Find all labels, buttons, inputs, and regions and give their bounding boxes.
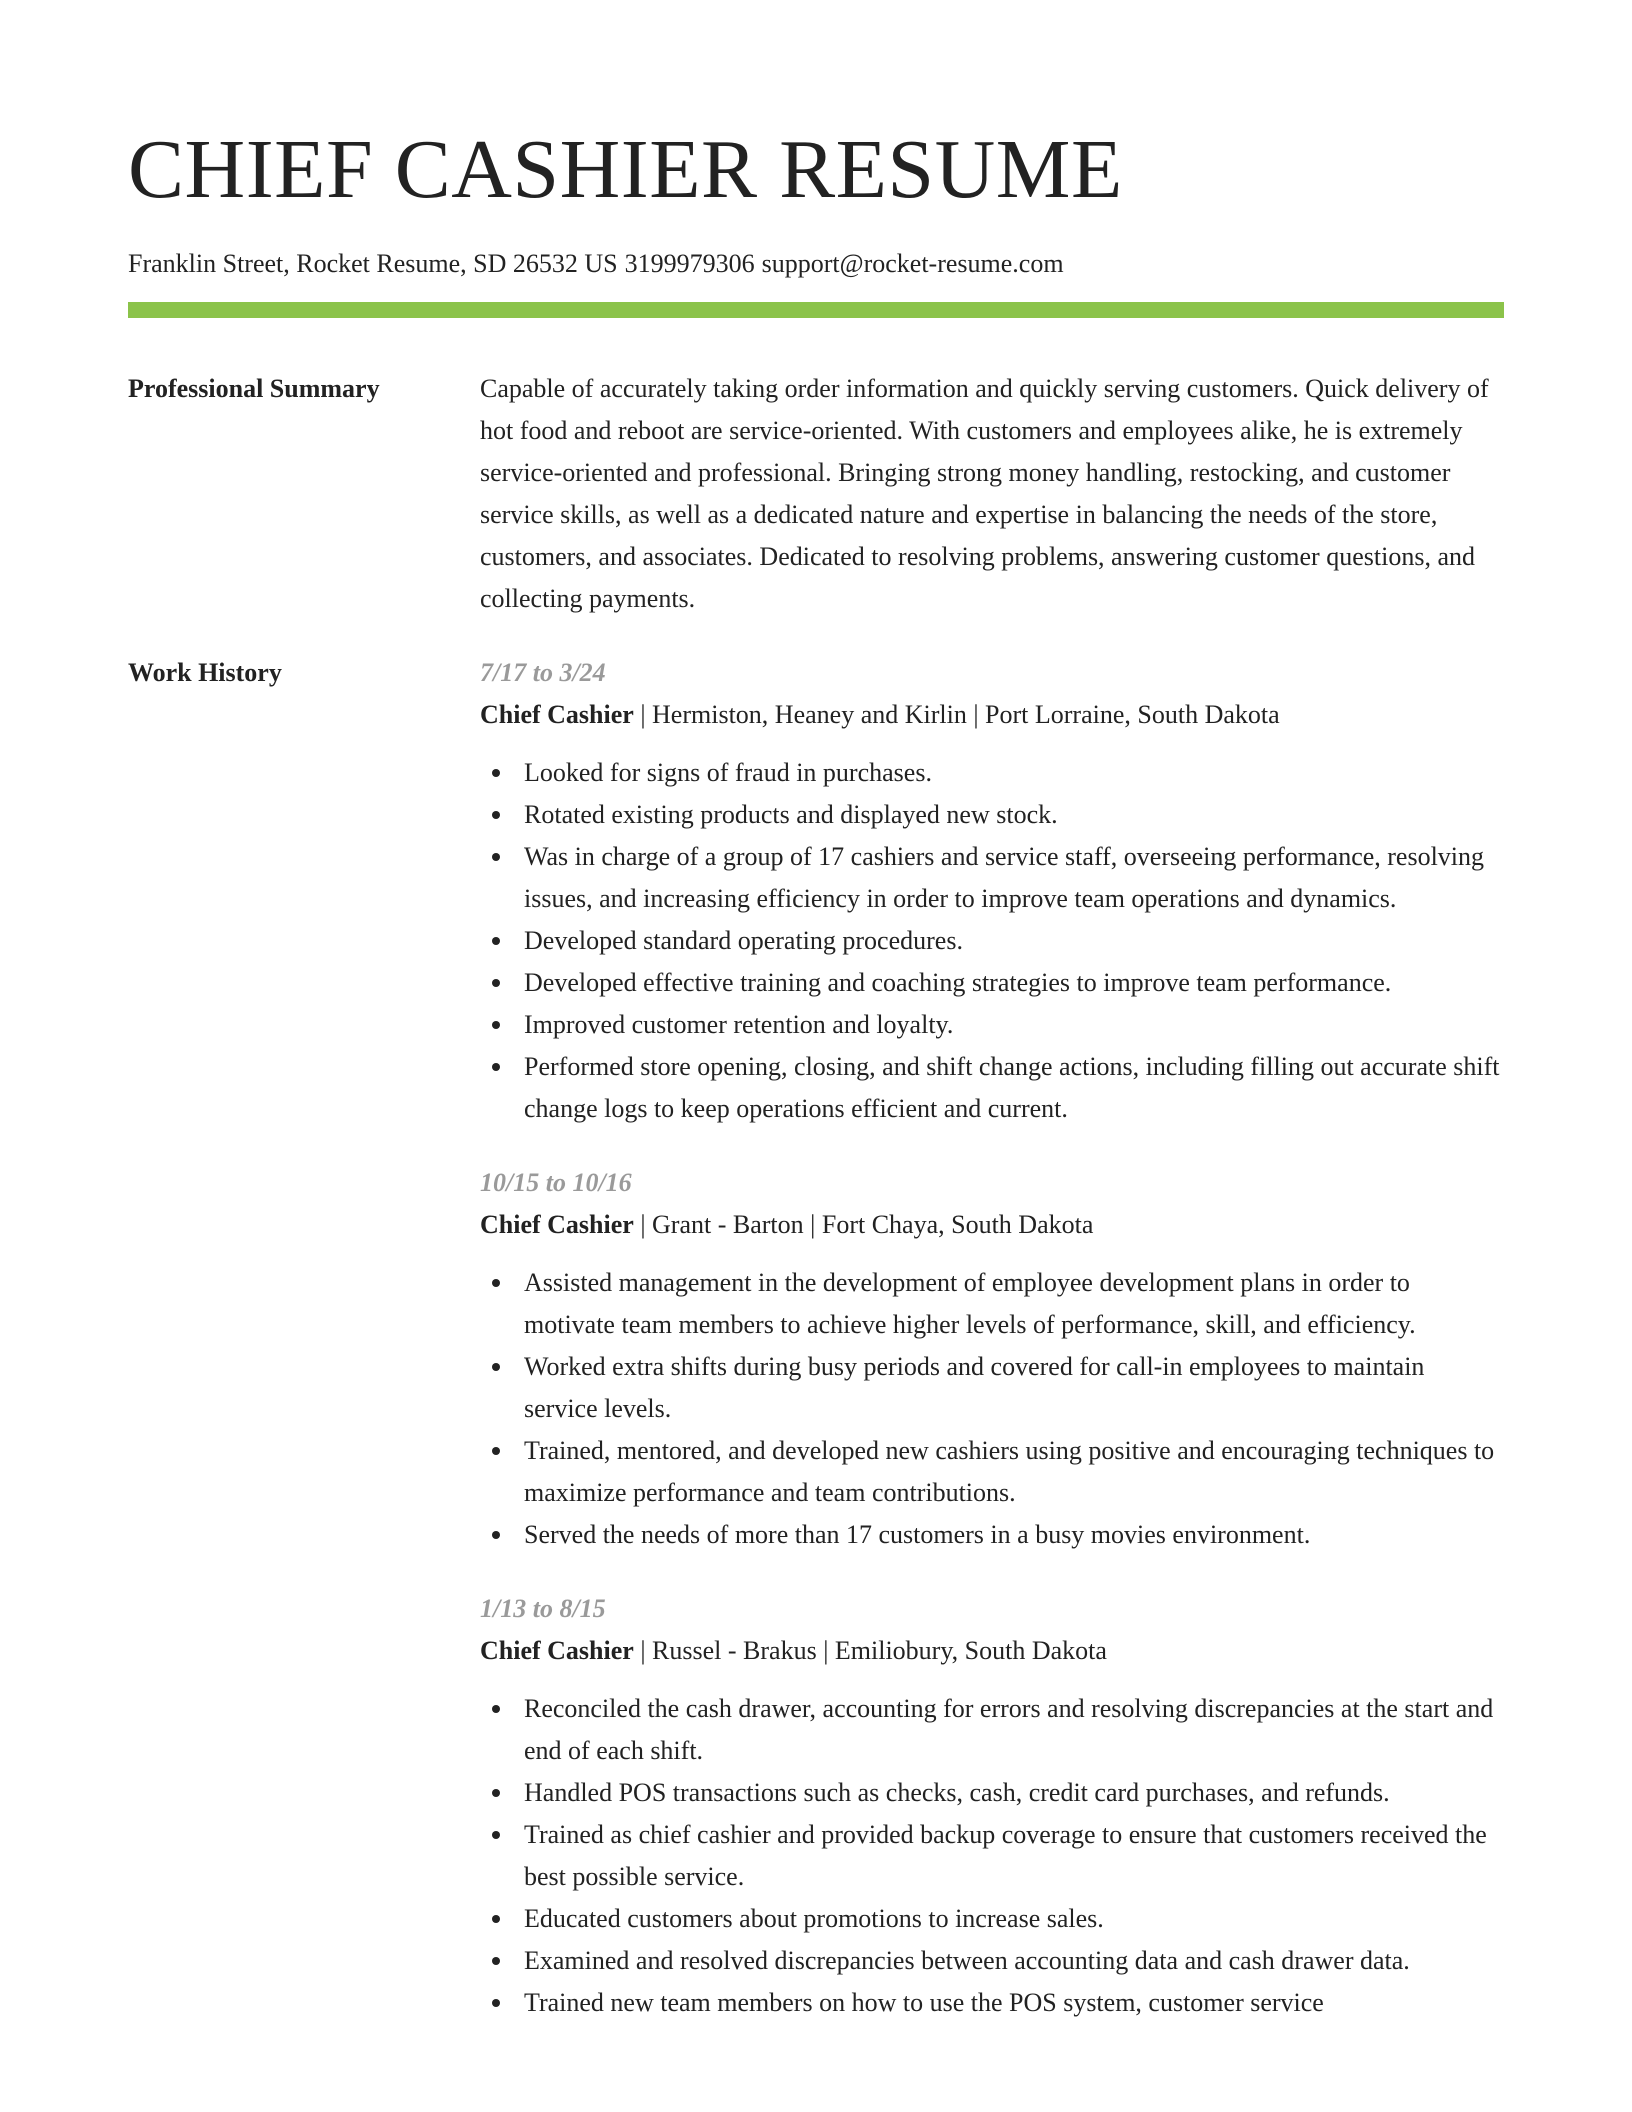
- professional-summary-text: Capable of accurately taking order information and quickly serving customers. Quick delivery of hot food and reboot are service-oriented. With customers and employees alike, he is extremely service-oriented and professional. Bringing strong money handling, restocking, and customer service skills, as well as a dedicated nature and expertise in balancing the needs of the store, customers, and associates. Dedicated to resolving problems, answering customer questions, and collecting payments.: [480, 374, 1489, 613]
- responsibility-item: Trained new team members on how to use the POS system, customer service: [480, 1982, 1504, 2024]
- responsibility-item: Performed store opening, closing, and shift change actions, including filling out accurate shift change logs to keep operations efficient and current.: [480, 1046, 1504, 1130]
- contact-phone: 3199979306: [624, 249, 755, 278]
- professional-summary-label: Professional Summary: [128, 374, 380, 403]
- responsibility-item: Looked for signs of fraud in purchases.: [480, 752, 1504, 794]
- responsibility-item: Improved customer retention and loyalty.: [480, 1004, 1504, 1046]
- responsibility-item: Examined and resolved discrepancies between accounting data and cash drawer data.: [480, 1940, 1504, 1982]
- job-dates: 1/13 to 8/15: [480, 1594, 606, 1623]
- job-employer-location: | Hermiston, Heaney and Kirlin | Port Lorraine, South Dakota: [633, 700, 1280, 729]
- responsibility-item: Worked extra shifts during busy periods and covered for call-in employees to maintain service levels.: [480, 1346, 1504, 1430]
- contact-line: [128, 248, 1504, 280]
- work-history-label: Work History: [128, 658, 282, 687]
- job-entry: [480, 1162, 1504, 1556]
- job-responsibilities: [480, 752, 1504, 1130]
- job-heading: [480, 694, 1504, 736]
- contact-address: Franklin Street, Rocket Resume, SD 26532 US: [128, 249, 618, 278]
- job-dates: 10/15 to 10/16: [480, 1168, 632, 1197]
- contact-email: support@rocket-resume.com: [761, 249, 1064, 278]
- responsibility-item: Developed standard operating procedures.: [480, 920, 1504, 962]
- responsibility-item: Assisted management in the development of employee development plans in order to motivate team members to achieve higher levels of performance, skill, and efficiency.: [480, 1262, 1504, 1346]
- job-heading: [480, 1630, 1504, 1672]
- header-divider: [128, 302, 1504, 318]
- job-heading: [480, 1204, 1504, 1246]
- professional-summary-section: [128, 368, 1504, 620]
- resume-title: CHIEF CASHIER RESUME: [128, 123, 1123, 216]
- responsibility-item: Served the needs of more than 17 customers in a busy movies environment.: [480, 1514, 1504, 1556]
- responsibility-item: Reconciled the cash drawer, accounting for errors and resolving discrepancies at the start and end of each shift.: [480, 1688, 1504, 1772]
- responsibility-item: Rotated existing products and displayed new stock.: [480, 794, 1504, 836]
- job-employer-location: | Russel - Brakus | Emiliobury, South Dakota: [633, 1636, 1107, 1665]
- work-history-section: [128, 652, 1504, 2024]
- job-title: Chief Cashier: [480, 1636, 634, 1665]
- work-history-list: [480, 652, 1504, 2024]
- job-entry: [480, 1588, 1504, 2024]
- job-dates: 7/17 to 3/24: [480, 658, 606, 687]
- job-title: Chief Cashier: [480, 1210, 634, 1239]
- resume-page: [128, 120, 1504, 2024]
- responsibility-item: Trained, mentored, and developed new cashiers using positive and encouraging techniques to maximize performance and team contributions.: [480, 1430, 1504, 1514]
- responsibility-item: Educated customers about promotions to increase sales.: [480, 1898, 1504, 1940]
- responsibility-item: Was in charge of a group of 17 cashiers and service staff, overseeing performance, resolving issues, and increasing efficiency in order to improve team operations and dynamics.: [480, 836, 1504, 920]
- job-responsibilities: [480, 1688, 1504, 2024]
- job-employer-location: | Grant - Barton | Fort Chaya, South Dakota: [633, 1210, 1094, 1239]
- responsibility-item: Developed effective training and coaching strategies to improve team performance.: [480, 962, 1504, 1004]
- job-entry: [480, 652, 1504, 1130]
- job-responsibilities: [480, 1262, 1504, 1556]
- responsibility-item: Handled POS transactions such as checks, cash, credit card purchases, and refunds.: [480, 1772, 1504, 1814]
- job-title: Chief Cashier: [480, 700, 634, 729]
- responsibility-item: Trained as chief cashier and provided backup coverage to ensure that customers received the best possible service.: [480, 1814, 1504, 1898]
